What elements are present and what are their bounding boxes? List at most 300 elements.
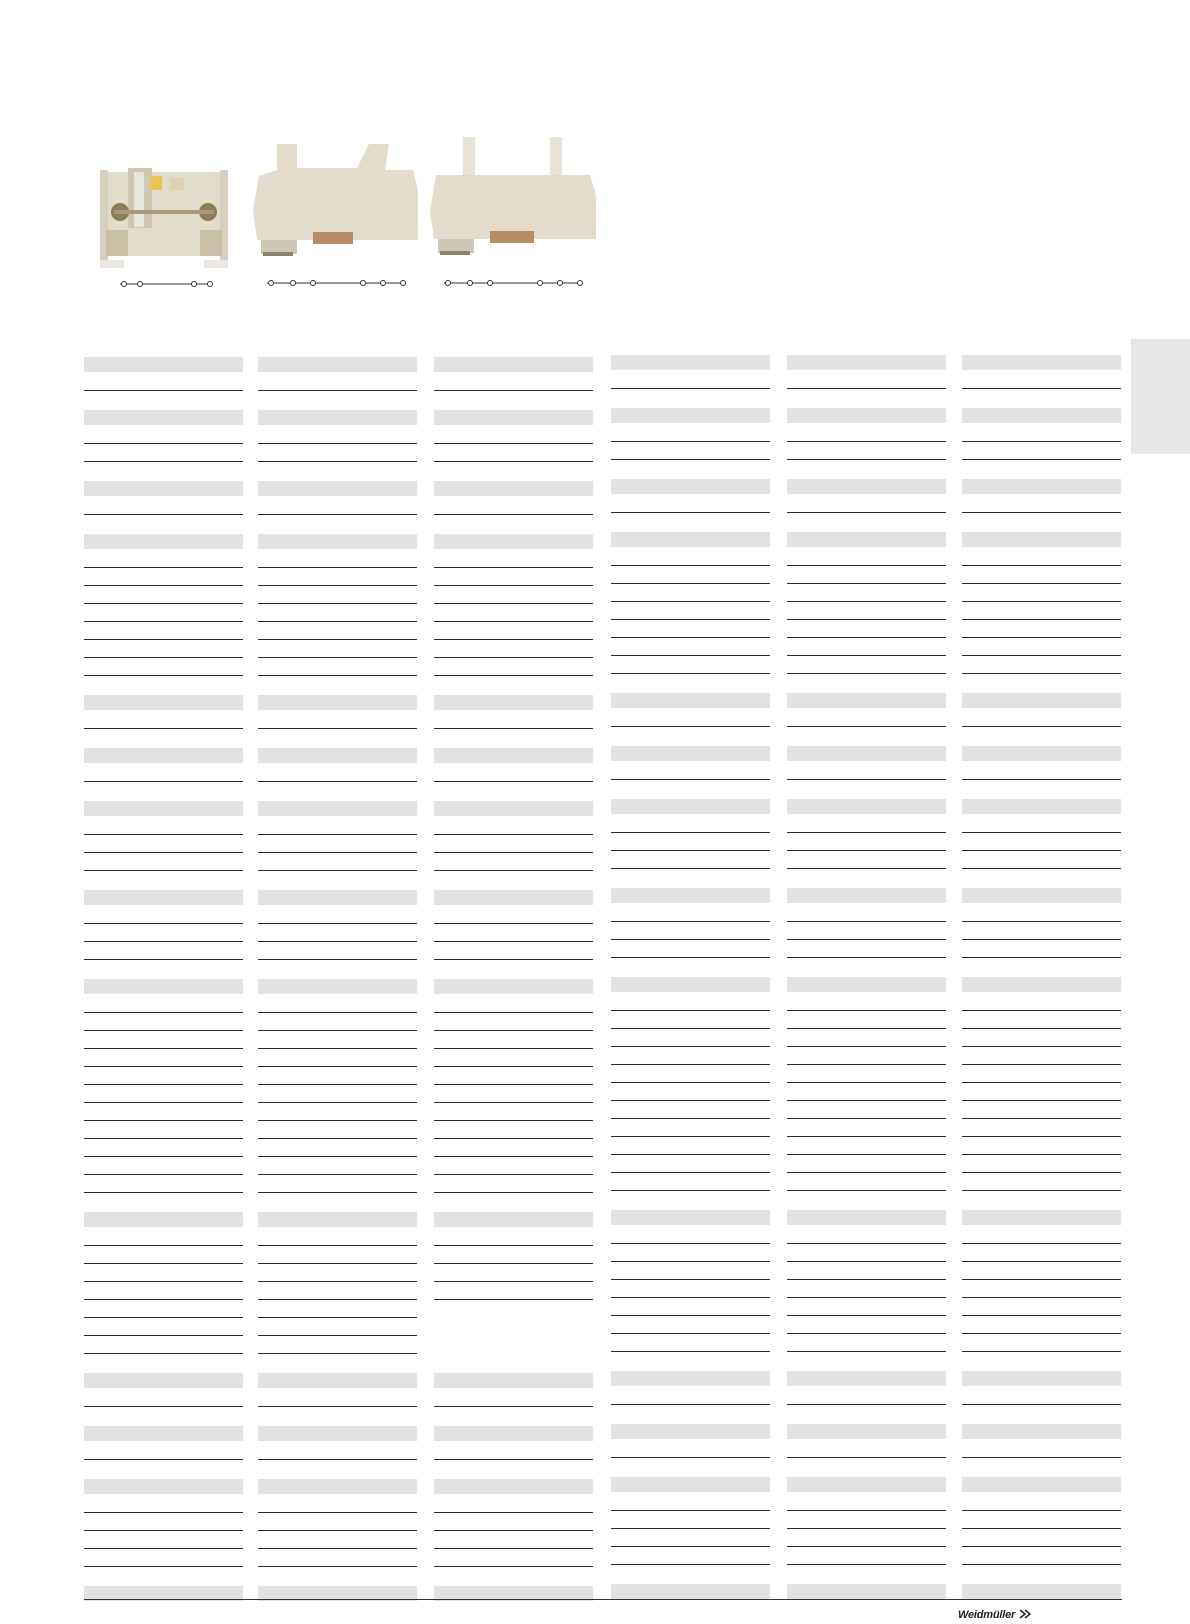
table-row-rule xyxy=(258,1066,417,1067)
table-row-rule xyxy=(611,459,770,460)
table-row-rule xyxy=(434,1192,593,1193)
table-row-rule xyxy=(962,850,1121,851)
table-row-rule xyxy=(258,1281,417,1282)
table-row-rule xyxy=(258,1030,417,1031)
table-header-row xyxy=(787,977,946,992)
table-row-rule xyxy=(787,1279,946,1280)
table-row-rule xyxy=(962,1100,1121,1101)
table-header-row xyxy=(84,748,243,763)
table-row-rule xyxy=(84,390,243,391)
table-header-row xyxy=(787,1584,946,1599)
table-row-rule xyxy=(84,834,243,835)
table-row-rule xyxy=(611,1510,770,1511)
table-row-rule xyxy=(962,1546,1121,1547)
table-row-rule xyxy=(434,461,593,462)
table-column xyxy=(962,0,1121,1623)
table-header-row xyxy=(962,746,1121,761)
table-row-rule xyxy=(84,675,243,676)
table-row-rule xyxy=(962,1457,1121,1458)
table-row-rule xyxy=(787,655,946,656)
brand-mark-icon xyxy=(1019,1606,1031,1624)
table-row-rule xyxy=(84,870,243,871)
table-row-rule xyxy=(611,1082,770,1083)
table-row-rule xyxy=(787,957,946,958)
table-row-rule xyxy=(611,673,770,674)
table-row-rule xyxy=(787,1564,946,1565)
table-header-row xyxy=(434,1373,593,1388)
table-row-rule xyxy=(84,639,243,640)
table-row-rule xyxy=(434,1030,593,1031)
table-header-row xyxy=(434,1426,593,1441)
table-header-row xyxy=(434,1479,593,1494)
table-header-row xyxy=(434,801,593,816)
table-row-rule xyxy=(258,1120,417,1121)
table-row-rule xyxy=(258,1299,417,1300)
table-header-row xyxy=(84,481,243,496)
table-row-rule xyxy=(84,728,243,729)
table-row-rule xyxy=(611,1546,770,1547)
table-column xyxy=(434,0,593,1623)
table-row-rule xyxy=(962,1064,1121,1065)
table-row-rule xyxy=(258,461,417,462)
table-row-rule xyxy=(962,1172,1121,1173)
table-row-rule xyxy=(611,1010,770,1011)
table-header-row xyxy=(434,410,593,425)
table-row-rule xyxy=(258,1263,417,1264)
table-row-rule xyxy=(611,1333,770,1334)
table-row-rule xyxy=(611,1064,770,1065)
table-row-rule xyxy=(962,1046,1121,1047)
table-row-rule xyxy=(434,390,593,391)
table-header-row xyxy=(258,1373,417,1388)
table-row-rule xyxy=(84,1566,243,1567)
table-header-row xyxy=(962,1584,1121,1599)
table-row-rule xyxy=(962,637,1121,638)
table-header-row xyxy=(787,1424,946,1439)
table-row-rule xyxy=(611,637,770,638)
table-row-rule xyxy=(258,443,417,444)
table-row-rule xyxy=(84,1012,243,1013)
table-header-row xyxy=(84,1373,243,1388)
table-row-rule xyxy=(434,834,593,835)
table-row-rule xyxy=(962,655,1121,656)
table-header-row xyxy=(258,481,417,496)
table-row-rule xyxy=(787,565,946,566)
table-row-rule xyxy=(258,1548,417,1549)
table-row-rule xyxy=(962,1118,1121,1119)
table-header-row xyxy=(962,479,1121,494)
brand-logo xyxy=(958,1606,1031,1624)
table-row-rule xyxy=(434,1012,593,1013)
table-row-rule xyxy=(787,726,946,727)
table-header-row xyxy=(962,1424,1121,1439)
table-row-rule xyxy=(787,1010,946,1011)
table-row-rule xyxy=(84,1138,243,1139)
table-row-rule xyxy=(258,728,417,729)
table-header-row xyxy=(962,693,1121,708)
table-row-rule xyxy=(787,779,946,780)
table-row-rule xyxy=(434,1156,593,1157)
table-row-rule xyxy=(962,1510,1121,1511)
table-row-rule xyxy=(611,1261,770,1262)
table-row-rule xyxy=(84,1156,243,1157)
table-row-rule xyxy=(258,585,417,586)
table-row-rule xyxy=(787,459,946,460)
table-header-row xyxy=(787,355,946,370)
table-column xyxy=(258,0,417,1623)
table-header-row xyxy=(258,1479,417,1494)
table-header-row xyxy=(611,693,770,708)
table-row-rule xyxy=(258,1245,417,1246)
table-header-row xyxy=(787,746,946,761)
table-header-row xyxy=(84,801,243,816)
table-row-rule xyxy=(258,1317,417,1318)
table-row-rule xyxy=(611,850,770,851)
table-row-rule xyxy=(962,1297,1121,1298)
table-row-rule xyxy=(258,390,417,391)
table-header-row xyxy=(787,693,946,708)
table-row-rule xyxy=(84,1102,243,1103)
table-row-rule xyxy=(434,657,593,658)
table-header-row xyxy=(84,1212,243,1227)
table-row-rule xyxy=(258,1156,417,1157)
table-header-row xyxy=(258,1426,417,1441)
table-header-row xyxy=(787,1477,946,1492)
table-header-row xyxy=(84,890,243,905)
table-header-row xyxy=(611,1210,770,1225)
table-header-row xyxy=(434,1212,593,1227)
table-row-rule xyxy=(611,1243,770,1244)
table-row-rule xyxy=(258,852,417,853)
table-row-rule xyxy=(258,1174,417,1175)
table-row-rule xyxy=(962,512,1121,513)
table-row-rule xyxy=(434,1138,593,1139)
table-row-rule xyxy=(611,1528,770,1529)
table-row-rule xyxy=(258,1012,417,1013)
footer-rule xyxy=(84,1599,1122,1600)
table-row-rule xyxy=(258,675,417,676)
table-header-row xyxy=(258,695,417,710)
table-row-rule xyxy=(962,1154,1121,1155)
table-header-row xyxy=(611,799,770,814)
table-row-rule xyxy=(787,1190,946,1191)
table-row-rule xyxy=(434,728,593,729)
table-row-rule xyxy=(84,1084,243,1085)
table-header-row xyxy=(962,1210,1121,1225)
table-header-row xyxy=(962,977,1121,992)
table-header-row xyxy=(611,1584,770,1599)
table-row-rule xyxy=(611,1564,770,1565)
table-header-row xyxy=(787,888,946,903)
table-row-rule xyxy=(258,639,417,640)
table-row-rule xyxy=(611,726,770,727)
table-row-rule xyxy=(787,673,946,674)
table-row-rule xyxy=(258,923,417,924)
table-header-row xyxy=(611,532,770,547)
table-row-rule xyxy=(787,637,946,638)
table-row-rule xyxy=(611,779,770,780)
table-row-rule xyxy=(787,868,946,869)
table-row-rule xyxy=(787,1261,946,1262)
table-header-row xyxy=(434,481,593,496)
table-row-rule xyxy=(611,1118,770,1119)
table-row-rule xyxy=(434,1084,593,1085)
table-row-rule xyxy=(962,1261,1121,1262)
table-row-rule xyxy=(962,1315,1121,1316)
table-row-rule xyxy=(258,870,417,871)
table-column xyxy=(84,0,243,1623)
table-row-rule xyxy=(787,388,946,389)
table-header-row xyxy=(787,799,946,814)
table-row-rule xyxy=(962,939,1121,940)
table-row-rule xyxy=(258,1459,417,1460)
table-header-row xyxy=(611,888,770,903)
table-row-rule xyxy=(434,870,593,871)
table-row-rule xyxy=(258,1335,417,1336)
table-header-row xyxy=(258,890,417,905)
table-header-row xyxy=(611,977,770,992)
table-row-rule xyxy=(258,567,417,568)
table-row-rule xyxy=(787,1351,946,1352)
table-row-rule xyxy=(611,619,770,620)
table-row-rule xyxy=(611,1136,770,1137)
table-row-rule xyxy=(258,514,417,515)
table-row-rule xyxy=(962,1190,1121,1191)
table-row-rule xyxy=(434,1299,593,1300)
table-header-row xyxy=(84,357,243,372)
table-row-rule xyxy=(258,1353,417,1354)
table-row-rule xyxy=(787,1064,946,1065)
table-row-rule xyxy=(962,1136,1121,1137)
table-header-row xyxy=(787,532,946,547)
table-row-rule xyxy=(84,1353,243,1354)
table-row-rule xyxy=(962,565,1121,566)
table-row-rule xyxy=(787,1546,946,1547)
table-row-rule xyxy=(84,1548,243,1549)
table-row-rule xyxy=(787,583,946,584)
table-row-rule xyxy=(84,1263,243,1264)
table-header-row xyxy=(611,408,770,423)
table-header-row xyxy=(84,695,243,710)
table-header-row xyxy=(787,1371,946,1386)
table-row-rule xyxy=(962,459,1121,460)
table-row-rule xyxy=(611,1279,770,1280)
table-row-rule xyxy=(434,639,593,640)
table-row-rule xyxy=(84,1030,243,1031)
table-header-row xyxy=(962,888,1121,903)
table-header-row xyxy=(84,534,243,549)
table-row-rule xyxy=(611,1028,770,1029)
table-row-rule xyxy=(84,1335,243,1336)
table-row-rule xyxy=(434,621,593,622)
table-row-rule xyxy=(434,585,593,586)
table-row-rule xyxy=(434,941,593,942)
table-header-row xyxy=(611,746,770,761)
table-row-rule xyxy=(84,443,243,444)
table-row-rule xyxy=(84,923,243,924)
table-row-rule xyxy=(611,832,770,833)
table-row-rule xyxy=(258,1102,417,1103)
table-header-row xyxy=(84,410,243,425)
table-row-rule xyxy=(787,850,946,851)
table-header-row xyxy=(611,479,770,494)
table-row-rule xyxy=(962,1082,1121,1083)
table-row-rule xyxy=(962,1279,1121,1280)
table-header-row xyxy=(434,357,593,372)
table-row-rule xyxy=(962,868,1121,869)
table-row-rule xyxy=(787,1510,946,1511)
table-row-rule xyxy=(434,514,593,515)
table-row-rule xyxy=(258,1048,417,1049)
table-row-rule xyxy=(434,781,593,782)
table-header-row xyxy=(258,801,417,816)
table-row-rule xyxy=(611,921,770,922)
table-row-rule xyxy=(84,1281,243,1282)
table-row-rule xyxy=(787,1404,946,1405)
table-row-rule xyxy=(84,1317,243,1318)
table-row-rule xyxy=(611,565,770,566)
table-row-rule xyxy=(962,583,1121,584)
table-row-rule xyxy=(611,655,770,656)
table-header-row xyxy=(434,534,593,549)
table-row-rule xyxy=(787,1118,946,1119)
table-header-row xyxy=(611,1477,770,1492)
table-row-rule xyxy=(611,583,770,584)
table-row-rule xyxy=(611,1046,770,1047)
table-row-rule xyxy=(787,619,946,620)
table-header-row xyxy=(434,890,593,905)
table-header-row xyxy=(962,355,1121,370)
table-row-rule xyxy=(258,657,417,658)
table-row-rule xyxy=(962,1028,1121,1029)
table-row-rule xyxy=(434,1459,593,1460)
table-row-rule xyxy=(434,1245,593,1246)
table-row-rule xyxy=(962,957,1121,958)
table-row-rule xyxy=(84,1530,243,1531)
table-row-rule xyxy=(611,441,770,442)
table-row-rule xyxy=(84,1192,243,1193)
table-row-rule xyxy=(84,941,243,942)
table-row-rule xyxy=(962,601,1121,602)
table-row-rule xyxy=(434,1566,593,1567)
table-row-rule xyxy=(84,621,243,622)
table-row-rule xyxy=(84,657,243,658)
table-row-rule xyxy=(258,603,417,604)
table-row-rule xyxy=(962,1243,1121,1244)
table-header-row xyxy=(258,357,417,372)
table-row-rule xyxy=(84,959,243,960)
table-row-rule xyxy=(434,1548,593,1549)
table-header-row xyxy=(962,532,1121,547)
table-row-rule xyxy=(962,1404,1121,1405)
table-row-rule xyxy=(84,603,243,604)
table-row-rule xyxy=(787,512,946,513)
table-row-rule xyxy=(787,1172,946,1173)
table-row-rule xyxy=(611,1190,770,1191)
table-row-rule xyxy=(434,1066,593,1067)
table-row-rule xyxy=(434,675,593,676)
table-header-row xyxy=(787,408,946,423)
table-row-rule xyxy=(611,957,770,958)
table-header-row xyxy=(258,979,417,994)
table-row-rule xyxy=(84,1299,243,1300)
table-row-rule xyxy=(787,1028,946,1029)
table-row-rule xyxy=(787,601,946,602)
table-row-rule xyxy=(611,868,770,869)
table-row-rule xyxy=(434,959,593,960)
table-row-rule xyxy=(258,1192,417,1193)
table-row-rule xyxy=(962,1010,1121,1011)
table-header-row xyxy=(611,1371,770,1386)
table-row-rule xyxy=(962,1351,1121,1352)
table-header-row xyxy=(258,534,417,549)
table-row-rule xyxy=(611,1172,770,1173)
table-column xyxy=(787,0,946,1623)
table-row-rule xyxy=(84,1066,243,1067)
table-row-rule xyxy=(84,1512,243,1513)
table-header-row xyxy=(611,355,770,370)
table-header-row xyxy=(434,979,593,994)
table-row-rule xyxy=(258,1566,417,1567)
table-row-rule xyxy=(787,1333,946,1334)
table-header-row xyxy=(962,408,1121,423)
table-row-rule xyxy=(258,621,417,622)
table-row-rule xyxy=(787,921,946,922)
table-row-rule xyxy=(434,1102,593,1103)
table-row-rule xyxy=(787,1457,946,1458)
table-row-rule xyxy=(84,1459,243,1460)
table-row-rule xyxy=(84,1048,243,1049)
table-row-rule xyxy=(962,726,1121,727)
table-row-rule xyxy=(611,1404,770,1405)
table-row-rule xyxy=(434,1120,593,1121)
brand-name: Weidmüller xyxy=(958,1609,1016,1621)
table-row-rule xyxy=(611,1297,770,1298)
table-row-rule xyxy=(84,781,243,782)
table-row-rule xyxy=(434,1406,593,1407)
table-row-rule xyxy=(434,1174,593,1175)
table-row-rule xyxy=(787,832,946,833)
table-row-rule xyxy=(84,1406,243,1407)
table-header-row xyxy=(434,695,593,710)
table-row-rule xyxy=(962,1528,1121,1529)
table-header-row xyxy=(962,1477,1121,1492)
table-row-rule xyxy=(962,388,1121,389)
table-header-row xyxy=(962,799,1121,814)
table-header-row xyxy=(434,748,593,763)
table-row-rule xyxy=(434,1048,593,1049)
table-row-rule xyxy=(787,1154,946,1155)
table-row-rule xyxy=(787,1136,946,1137)
table-row-rule xyxy=(962,921,1121,922)
table-row-rule xyxy=(611,512,770,513)
table-header-row xyxy=(962,1371,1121,1386)
table-row-rule xyxy=(611,1351,770,1352)
table-header-row xyxy=(258,748,417,763)
table-row-rule xyxy=(434,1281,593,1282)
table-header-row xyxy=(611,1424,770,1439)
table-row-rule xyxy=(787,939,946,940)
table-row-rule xyxy=(434,567,593,568)
table-column xyxy=(611,0,770,1623)
table-row-rule xyxy=(962,1333,1121,1334)
table-row-rule xyxy=(434,1512,593,1513)
table-row-rule xyxy=(258,1406,417,1407)
table-header-row xyxy=(258,1212,417,1227)
table-row-rule xyxy=(84,567,243,568)
table-row-rule xyxy=(84,461,243,462)
table-row-rule xyxy=(258,1138,417,1139)
